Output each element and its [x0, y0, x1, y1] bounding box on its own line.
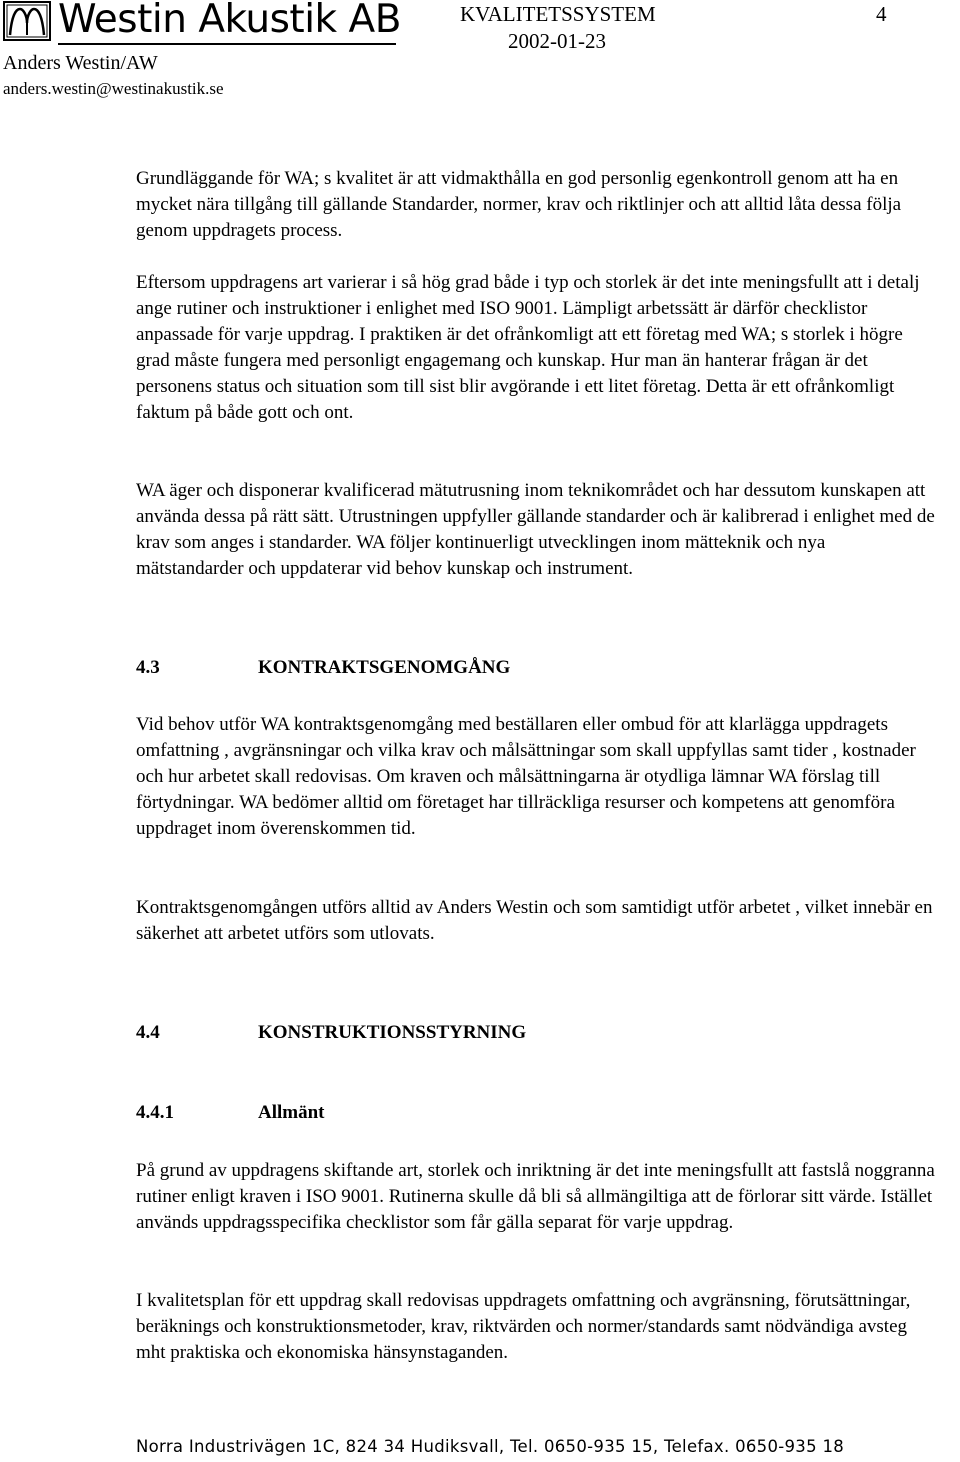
paragraph-general: På grund av uppdragens skiftande art, storlek och inriktning är det inte meningsfullt att fastslå noggranna rutiner enligt kraven i ISO 9001. Rutinerna skulle då bli så allmängiltiga att de förlorar sitt värde. Istället används uppdragsspecifika checklistor som får gälla separat för varje uppdrag.: [136, 1160, 935, 1233]
paragraph-quality-basis: Grundläggande för WA; s kvalitet är att vidmakthålla en god personlig egenkontroll genom att ha en mycket nära tillgång till gällande Standarder, normer, krav och riktlinjer och att alltid låta dessa följa genom uppdragets process.: [136, 168, 902, 241]
footer-address: Norra Industrivägen 1C, 824 34 Hudiksvall, Tel. 0650-935 15, Telefax. 0650-935 18: [136, 1437, 845, 1456]
paragraph-equipment: WA äger och disponerar kvalificerad mätutrusning inom teknikområdet och har dessutom kunskapen att använda dessa på rätt sätt. Utrustningen uppfyller gällande standarder och är kalibrerad i enlighet med de krav som anges i standarder. WA följer kontinuerligt utvecklingen inom mätteknik och nya mätstandarder och uppdaterar vid behov kunskap och instrument.: [136, 480, 935, 579]
section-number: 4.3: [136, 657, 160, 678]
paragraph-contract-review: Vid behov utför WA kontraktsgenomgång med beställaren eller ombud för att klarlägga uppdragets omfattning , avgränsningar och vilka krav och målsättningar som skall uppfyllas samt tider , kostnader och hur arbetet skall redovisas. Om kraven och målsättningarna är otydliga lämnar WA förslag till förtydningar. WA bedömer alltid om företaget har tillräckliga resurser och kompetens att genomföra uppdraget inom överenskommen tid.: [136, 714, 916, 839]
paragraph-contract-review-by: Kontraktsgenomgången utförs alltid av Anders Westin och som samtidigt utför arbetet , vilket innebär en säkerhet att arbetet utförs som utlovats.: [136, 897, 933, 944]
paragraph-assignments: Eftersom uppdragens art varierar i så hög grad både i typ och storlek är det inte meningsfullt att i detalj ange rutiner och instruktioner i enlighet med ISO 9001. Lämpligt arbetssätt är därför checklistor anpassade för varje uppdrag. I praktiken är det ofrånkomligt att ett företag med WA; s storlek i högre grad måste fungera med personligt engagemang och kunskap. Hur man än hanterar frågan är det personens status och situation som till sist blir avgörande i ett litet företag. Detta är ett ofrånkomligt faktum på både gott och ont.: [136, 272, 920, 423]
section-heading-4-4: [136, 1020, 526, 1046]
author-email: anders.westin@westinakustik.se: [3, 79, 224, 98]
page-number: 4: [876, 2, 887, 26]
section-number: 4.4.1: [136, 1102, 174, 1123]
paragraph-quality-plan: I kvalitetsplan för ett uppdrag skall redovisas uppdragets omfattning och avgränsning, förutsättningar, beräknings och konstruktionsmetoder, krav, riktvärden och normer/standards samt nödvändiga avsteg mht praktiska och ekonomiska hänsynstaganden.: [136, 1290, 911, 1363]
section-heading-4-3: [136, 655, 510, 681]
section-title: KONTRAKTSGENOMGÅNG: [258, 657, 511, 678]
system-title: KVALITETSSYSTEM: [460, 2, 656, 26]
company-name: Westin Akustik AB: [58, 0, 401, 42]
document-date: 2002-01-23: [508, 29, 606, 53]
section-title: Allmänt: [258, 1102, 325, 1123]
company-logo-icon: [3, 1, 51, 41]
section-heading-4-4-1: [136, 1100, 325, 1126]
author-name: Anders Westin/AW: [3, 52, 158, 74]
section-title: KONSTRUKTIONSSTYRNING: [258, 1022, 527, 1043]
section-number: 4.4: [136, 1022, 160, 1043]
header-rule: [58, 43, 396, 45]
